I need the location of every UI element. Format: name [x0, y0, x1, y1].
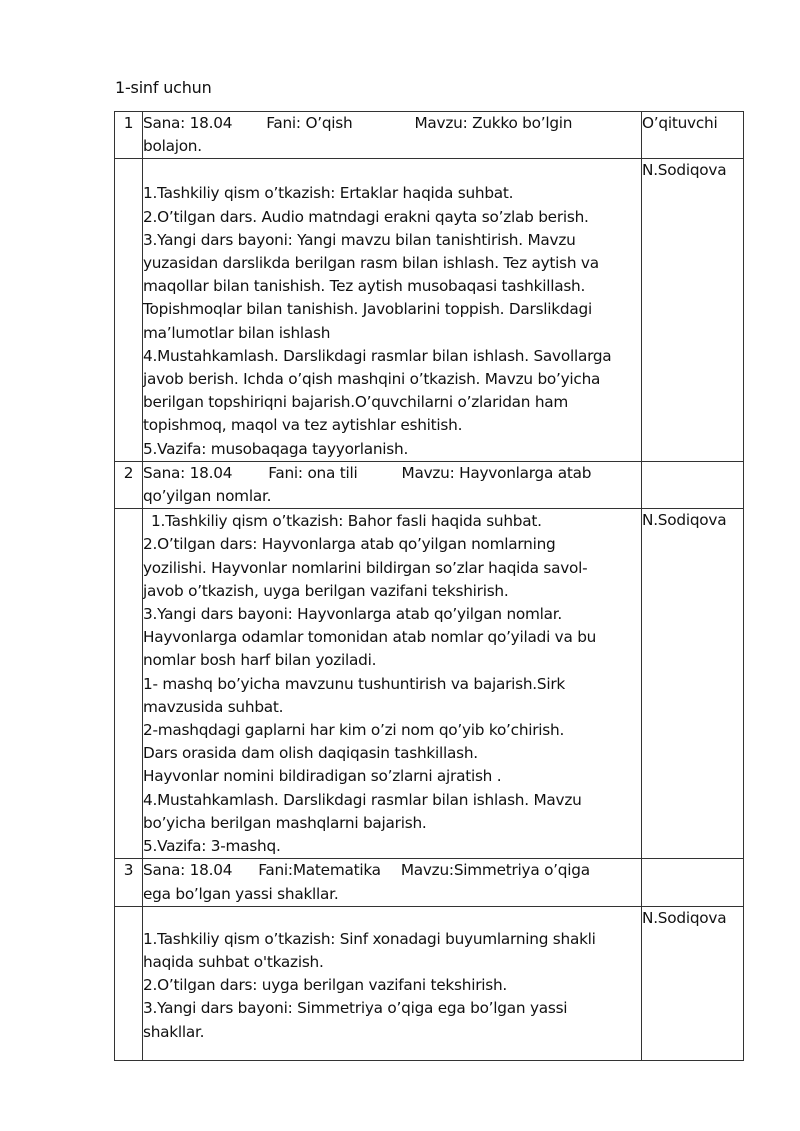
content-line: bo’yicha berilgan mashqlarni bajarish. [143, 813, 427, 832]
empty-cell [642, 859, 744, 906]
content-line: 2-mashqdagi gaplarni har kim o’zi nom qo’yib ko’chirish. [143, 721, 565, 740]
content-line: yozilishi. Hayvonlar nomlarini bildirgan so’zlar haqida savol- [143, 558, 588, 577]
teacher-name: N.Sodiqova [642, 509, 744, 859]
lesson-header [143, 859, 642, 906]
content-line: javob o’tkazish, uyga berilgan vazifani tekshirish. [143, 581, 509, 600]
lesson-topic-continued: qo’yilgan nomlar. [143, 487, 272, 506]
content-line: 1- mashq bo’yicha mavzunu tushuntirish va bajarish.Sirk [143, 674, 565, 693]
page-heading: 1-sinf uchun [115, 78, 212, 97]
content-line: 4.Mustahkamlash. Darslikdagi rasmlar bilan ishlash. Savollarga [143, 346, 612, 365]
content-line: ma’lumotlar bilan ishlash [143, 323, 331, 342]
content-line: Hayvonlarga odamlar tomonidan atab nomlar qo’yiladi va bu [143, 628, 597, 647]
content-line: javob berish. Ichda o’qish mashqini o’tkazish. Mavzu bo’yicha [143, 370, 601, 389]
empty-cell [115, 509, 143, 859]
lesson-number: 3 [115, 859, 143, 906]
content-line: Topishmoqlar bilan tanishish. Javoblarini toppish. Darslikdagi [143, 300, 592, 319]
lesson-body-row [115, 509, 744, 859]
content-line: yuzasidan darslikda berilgan rasm bilan ishlash. Tez aytish va [143, 254, 599, 273]
empty-cell [115, 159, 143, 461]
lesson-subject: Fani: O’qish [266, 114, 353, 132]
lesson-topic: Mavzu: Hayvonlarga atab [401, 463, 592, 482]
lesson-content [143, 906, 642, 1060]
lesson-body-row [115, 906, 744, 1060]
lesson-plan-table [114, 111, 744, 1061]
lesson-topic: Mavzu:Simmetriya o’qiga [400, 861, 590, 880]
lesson-number: 2 [115, 461, 143, 508]
content-line: 5.Vazifa: musobaqaga tayyorlanish. [143, 439, 409, 458]
lesson-header-row [115, 859, 744, 906]
content-line: berilgan topshiriqni bajarish.O’quvchilarni o’zlaridan ham [143, 393, 569, 412]
lesson-subject: Fani: ona tili [268, 463, 358, 482]
lesson-content [143, 159, 642, 461]
content-line: shakllar. [143, 1022, 205, 1041]
empty-cell [642, 461, 744, 508]
content-line: 3.Yangi dars bayoni: Yangi mavzu bilan tanishtirish. Mavzu [143, 230, 576, 249]
lesson-header-row [115, 112, 744, 159]
lesson-content [143, 509, 642, 859]
content-line: Hayvonlar nomini bildiradigan so’zlarni ajratish . [143, 767, 502, 786]
content-line: 1.Tashkiliy qism o’tkazish: Bahor fasli haqida suhbat. [151, 512, 542, 531]
teacher-name: N.Sodiqova [642, 906, 744, 1060]
teacher-column-header: O’qituvchi [642, 112, 744, 159]
content-line: 1.Tashkiliy qism o’tkazish: Sinf xonadagi buyumlarning shakli [143, 929, 596, 948]
lesson-header [143, 461, 642, 508]
content-line: 2.O’tilgan dars: uyga berilgan vazifani tekshirish. [143, 976, 508, 995]
content-line: 2.O’tilgan dars: Hayvonlarga atab qo’yilgan nomlarning [143, 535, 556, 554]
lesson-subject: Fani:Matematika [258, 861, 381, 880]
lesson-header [143, 112, 642, 159]
lesson-date: Sana: 18.04 [143, 463, 233, 482]
lesson-date: Sana: 18.04 [143, 861, 233, 880]
lesson-header-row [115, 461, 744, 508]
content-line: 3.Yangi dars bayoni: Simmetriya o’qiga ega bo’lgan yassi [143, 999, 568, 1018]
content-line: nomlar bosh harf bilan yoziladi. [143, 651, 377, 670]
content-line: 2.O’tilgan dars. Audio matndagi erakni qayta so’zlab berish. [143, 207, 589, 226]
content-line: Dars orasida dam olish daqiqasin tashkillash. [143, 744, 478, 763]
content-line: topishmoq, maqol va tez aytishlar eshitish. [143, 416, 463, 435]
lesson-topic: Mavzu: Zukko bo’lgin [414, 114, 573, 132]
empty-cell [115, 906, 143, 1060]
content-line: 5.Vazifa: 3-mashq. [143, 837, 281, 856]
lesson-date: Sana: 18.04 [143, 114, 233, 132]
lesson-body-row [115, 159, 744, 461]
content-line: 1.Tashkiliy qism o’tkazish: Ertaklar haqida suhbat. [143, 184, 514, 203]
lesson-topic-continued: bolajon. [143, 137, 202, 156]
content-line: 4.Mustahkamlash. Darslikdagi rasmlar bilan ishlash. Mavzu [143, 790, 582, 809]
content-line: 3.Yangi dars bayoni: Hayvonlarga atab qo’yilgan nomlar. [143, 605, 563, 624]
lesson-topic-continued: ega bo’lgan yassi shakllar. [143, 884, 339, 903]
content-line: mavzusida suhbat. [143, 697, 284, 716]
content-line: maqollar bilan tanishish. Tez aytish musobaqasi tashkillash. [143, 277, 586, 296]
teacher-name: N.Sodiqova [642, 159, 744, 461]
lesson-number: 1 [115, 112, 143, 159]
content-line: haqida suhbat o'tkazish. [143, 952, 324, 971]
